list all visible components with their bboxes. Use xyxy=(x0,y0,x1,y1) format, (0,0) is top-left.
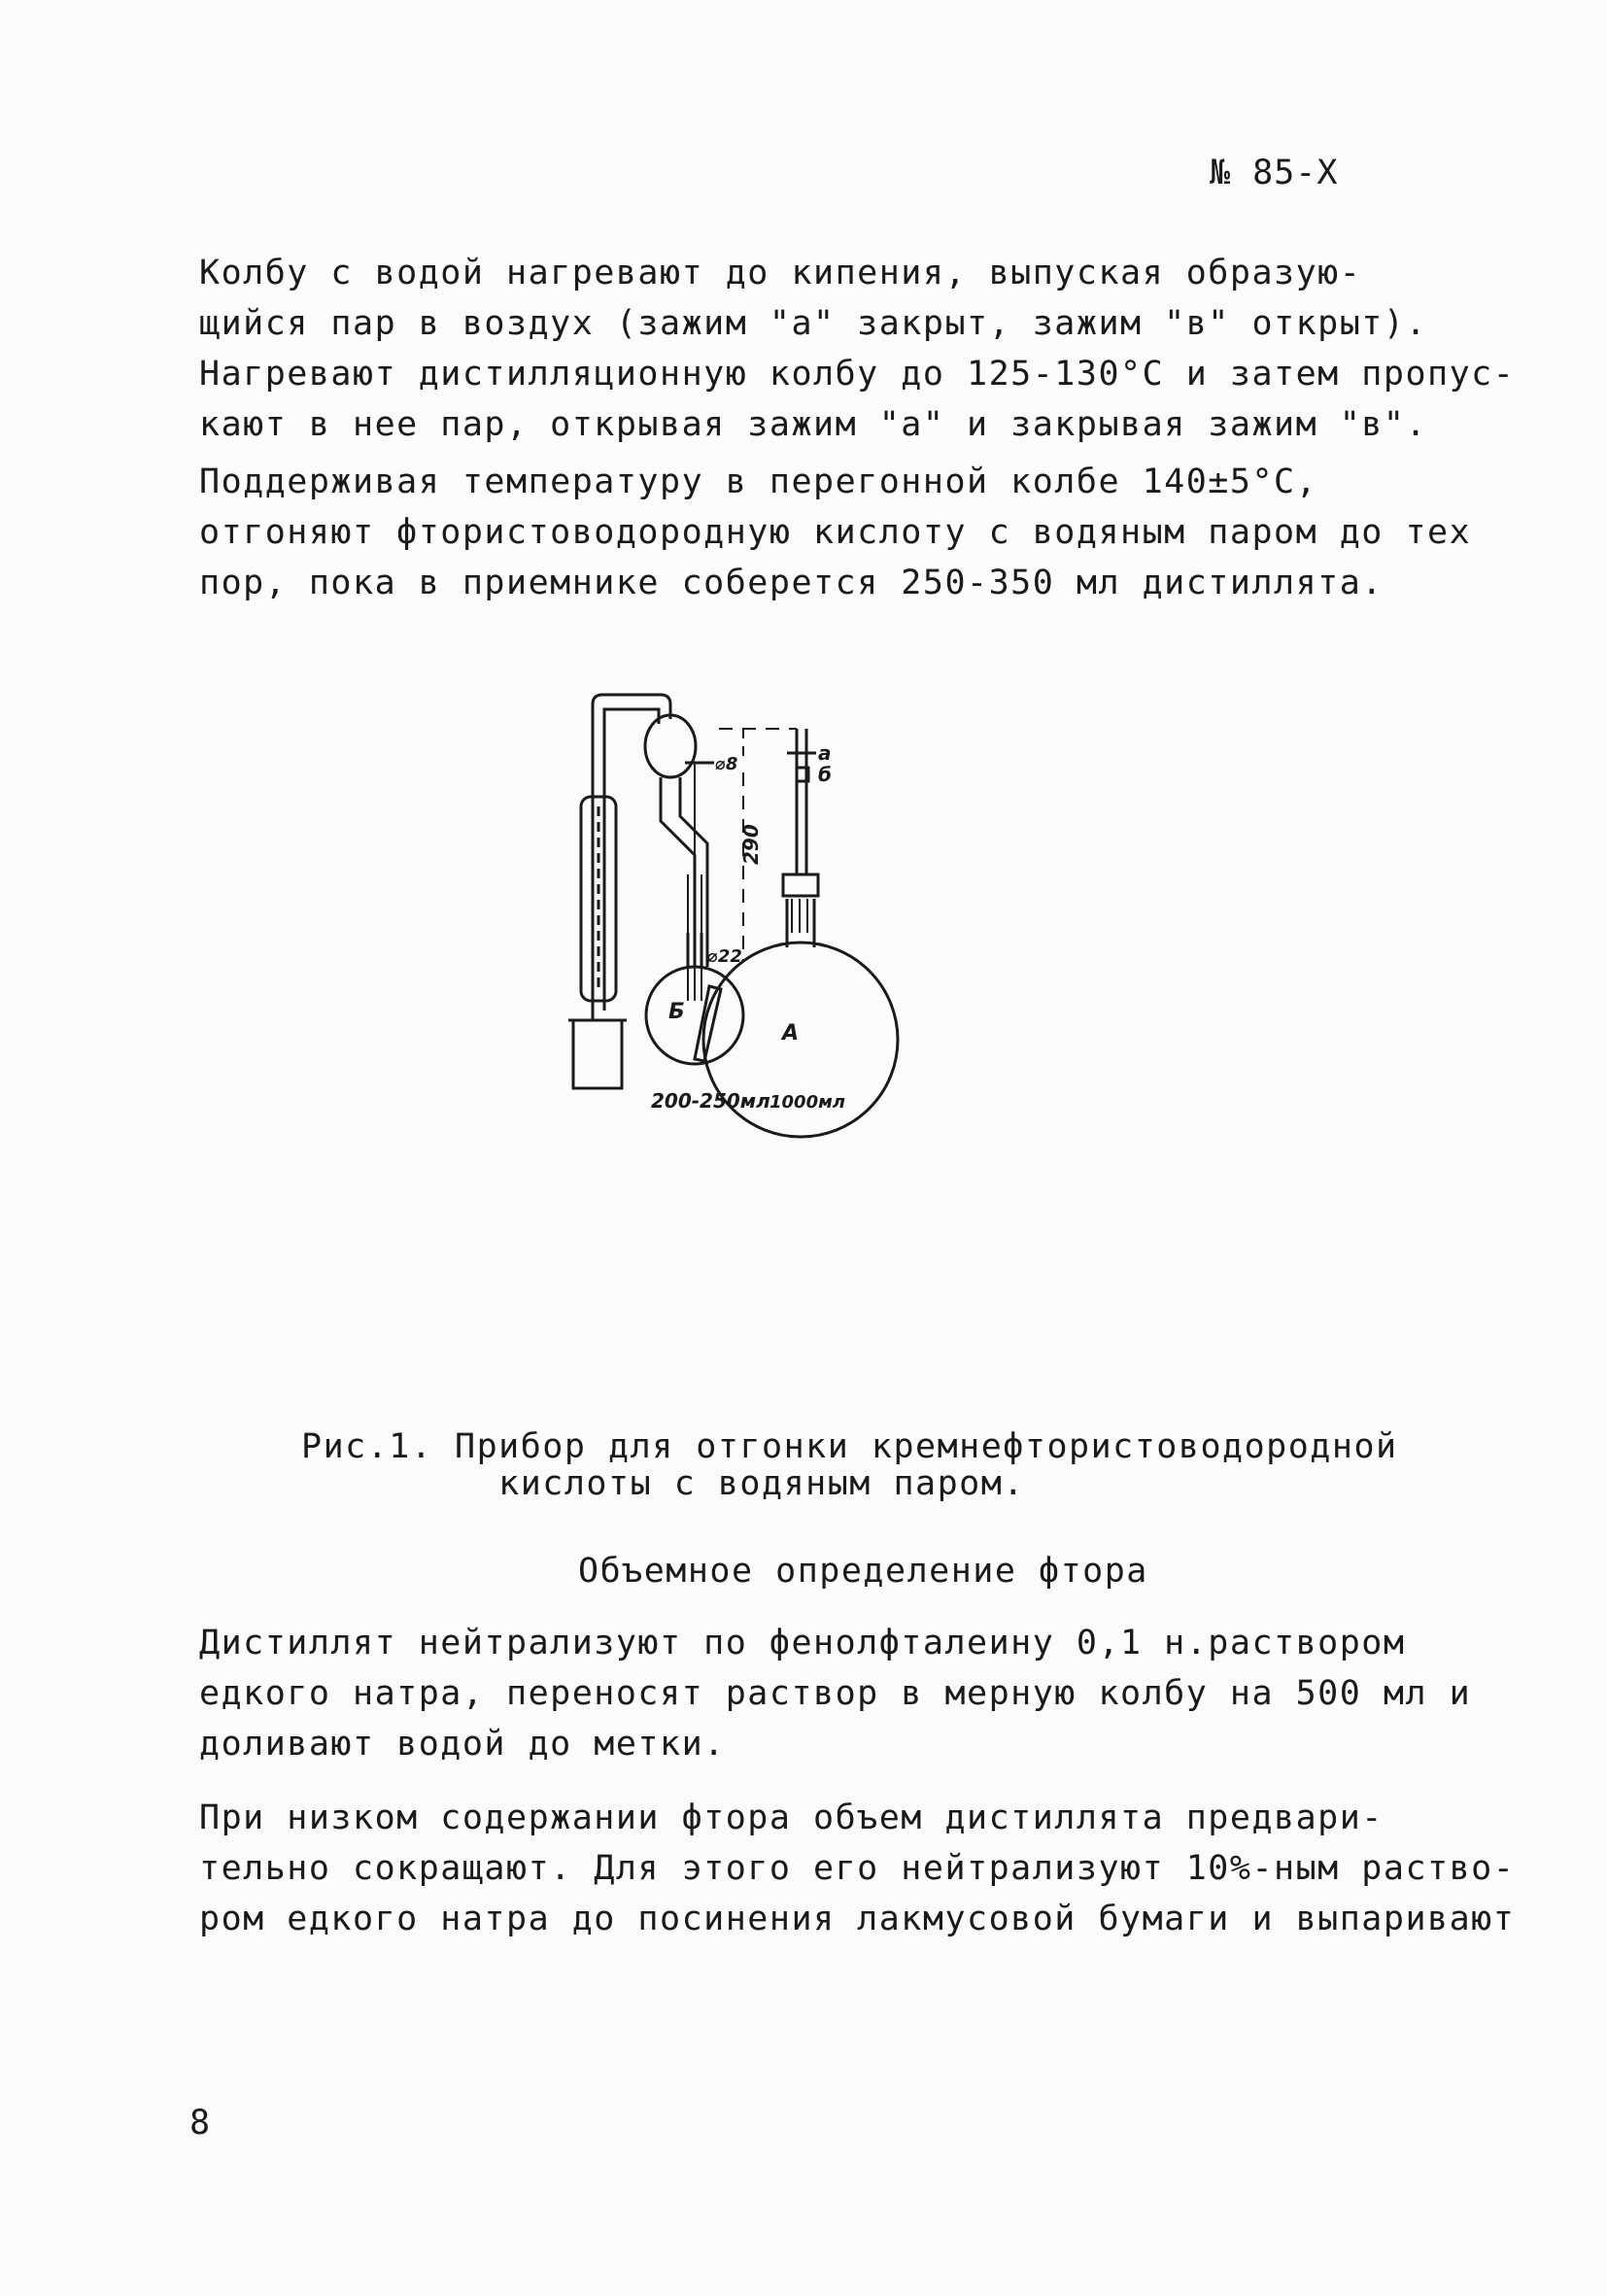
label-290: 290 xyxy=(739,824,763,865)
label-volume-b: 200-250мл xyxy=(651,1089,770,1113)
label-clamp-b: б xyxy=(818,763,832,786)
section-title: Объемное определение фтора xyxy=(578,1552,1148,1591)
label-d22: ⌀22 xyxy=(707,946,742,967)
apparatus-figure xyxy=(544,680,991,1244)
flask-a-stopper xyxy=(783,874,818,896)
label-clamp-a: а xyxy=(818,741,832,765)
label-flask-a: А xyxy=(782,1021,800,1045)
paragraph-3: Дистиллят нейтрализуют по фенолфталеину 0,1 н.раствором едкого натра, переносят раствор в мерную колбу на 500 мл и доливают водой до метки. xyxy=(199,1624,1472,1764)
receiver-beaker xyxy=(573,1020,622,1088)
label-flask-b: Б xyxy=(668,1000,685,1024)
document-number: № 85-X xyxy=(1210,154,1339,192)
apparatus-drawing xyxy=(544,680,991,1244)
label-volume-a: 1000мл xyxy=(769,1092,845,1113)
paragraph-1: Колбу с водой нагревают до кипения, выпуская образую- щийся пар в воздух (зажим "а" закрыт, зажим "в" открыт). Нагревают дистилляционную колбу до 125-130°С и затем пропус- кают в нее пар, открывая зажим "а" и закрывая зажим "в". xyxy=(199,254,1516,444)
page-number: 8 xyxy=(189,2104,211,2142)
figure-caption: Рис.1. Прибор для отгонки кремнефтористоводородной кислоты с водяным паром. xyxy=(301,1427,1398,1503)
paragraph-2: Поддерживая температуру в перегонной колбе 140±5°С, отгоняют фтористоводородную кислоту с водяным паром до тех пор, пока в приемнике соберется 250-350 мл дистиллята. xyxy=(199,463,1472,602)
splash-trap xyxy=(645,715,696,777)
label-d8: ⌀8 xyxy=(715,754,738,774)
paragraph-4: При низком содержании фтора объем дистиллята предвари- тельно сокращают. Для этого его нейтрализуют 10%-ным раство- ром едкого натра до посинения лакмусовой бумаги и выпаривают xyxy=(199,1799,1516,1938)
